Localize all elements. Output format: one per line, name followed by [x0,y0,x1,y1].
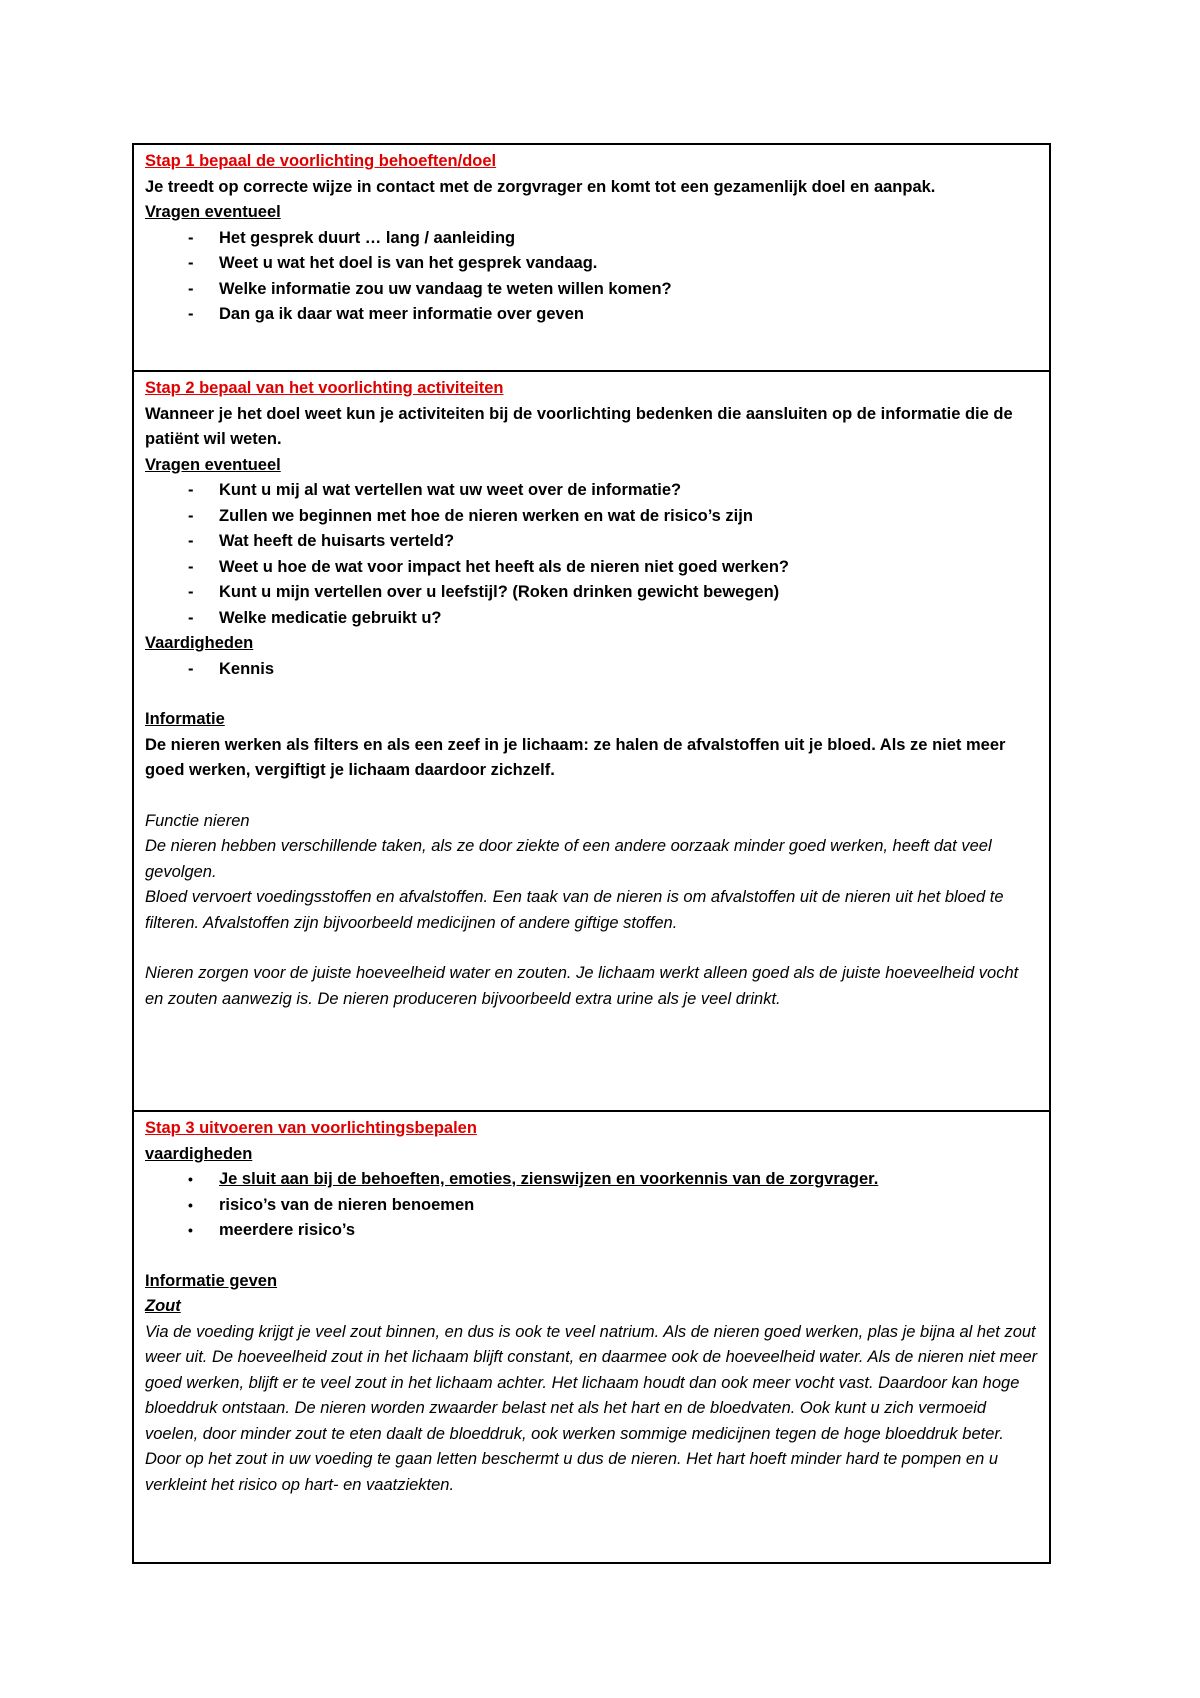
list-item: - Kunt u mijn vertellen over u leefstijl? (Roken drinken gewicht bewegen) [145,580,1039,606]
stap3-title: Stap 3 uitvoeren van voorlichtingsbepalen [145,1119,477,1137]
stap3-skills-label: vaardigheden [145,1144,253,1163]
list-item: • risico’s van de nieren benoemen [145,1193,1039,1219]
stap2-questions-list [145,478,1039,631]
stap2-function-p3: Nieren zorgen voor de juiste hoeveelheid water en zouten. Je lichaam werkt alleen goed als de juiste hoeveelheid vocht en zouten aanwezig is. De nieren produceren bijvoorbeeld extra urine als je veel drinkt. [145,964,1019,1008]
stap3-zout-text: Via de voeding krijgt je veel zout binnen, en dus is ook te veel natrium. Als de nieren goed werken, plas je bijna al het zout weer uit. De hoeveelheid zout in het lichaam blijft constant, en daarmee ook de hoeveelheid water. Als de nieren niet meer goed werken, blijft er te veel zout in het lichaam achter. Het lichaam houdt dan ook meer vocht vast. Daardoor kan hoge bloeddruk ontstaan. De nieren worden zwaarder belast net als het hart en de bloedvaten. Ook kunt u zich vermoeid voelen, door minder zout te eten daalt de bloeddruk, ook werken sommige medicijnen tegen de hoge bloeddruk beter. Door op het zout in uw voeding te gaan letten beschermt u dus de nieren. Het hart hoeft minder hard te pompen en u verkleint het risico op hart- en vaatziekten. [145,1322,1038,1494]
steps-table [132,143,1051,1564]
list-item: - Het gesprek duurt … lang / aanleiding [145,226,1039,252]
list-item: - Kennis [145,657,1039,683]
list-item: • meerdere risico’s [145,1218,1039,1244]
list-item: - Welke medicatie gebruikt u? [145,606,1039,632]
stap2-cell [134,370,1049,1110]
stap1-intro: Je treedt op correcte wijze in contact met de zorgvrager en komt tot een gezamenlijk doel en aanpak. [145,177,936,196]
stap3-zout-label: Zout [145,1297,181,1315]
stap2-skills-list [145,657,1039,683]
list-item: - Dan ga ik daar wat meer informatie over geven [145,302,1039,328]
stap1-cell [134,145,1049,370]
stap1-questions-list [145,226,1039,328]
stap2-function-p1: De nieren hebben verschillende taken, als ze door ziekte of een andere oorzaak minder goed werken, heeft dat veel gevolgen. [145,837,992,881]
stap3-info-label: Informatie geven [145,1271,278,1290]
list-item: - Welke informatie zou uw vandaag te weten willen komen? [145,277,1039,303]
stap3-skills-list [145,1167,1039,1244]
stap2-info-label: Informatie [145,710,225,728]
stap2-title: Stap 2 bepaal van het voorlichting activiteiten [145,379,504,397]
list-item: - Weet u hoe de wat voor impact het heeft als de nieren niet goed werken? [145,555,1039,581]
list-item: - Zullen we beginnen met hoe de nieren werken en wat de risico’s zijn [145,504,1039,530]
stap1-title: Stap 1 bepaal de voorlichting behoeften/doel [145,152,497,170]
list-item: - Weet u wat het doel is van het gesprek vandaag. [145,251,1039,277]
stap2-function-heading: Functie nieren [145,811,250,830]
list-item: - Kunt u mij al wat vertellen wat uw weet over de informatie? [145,478,1039,504]
list-item: • Je sluit aan bij de behoeften, emoties, zienswijzen en voorkennis van de zorgvrager. [145,1167,1039,1193]
stap2-questions-label: Vragen eventueel [145,455,281,474]
stap2-info-text: De nieren werken als filters en als een zeef in je lichaam: ze halen de afvalstoffen uit je bloed. Als ze niet meer goed werken, vergiftigt je lichaam daardoor zichzelf. [145,735,1006,779]
stap2-intro: Wanneer je het doel weet kun je activiteiten bij de voorlichting bedenken die aansluiten op de informatie die de patiënt wil weten. [145,404,1013,448]
list-item: - Wat heeft de huisarts verteld? [145,529,1039,555]
stap2-skills-label: Vaardigheden [145,634,254,652]
stap3-cell [134,1110,1049,1562]
stap2-function-p2: Bloed vervoert voedingsstoffen en afvalstoffen. Een taak van de nieren is om afvalstoffen uit de nieren uit het bloed te filteren. Afvalstoffen zijn bijvoorbeeld medicijnen of andere giftige stoffen. [145,888,1004,932]
stap1-questions-label: Vragen eventueel [145,203,281,221]
